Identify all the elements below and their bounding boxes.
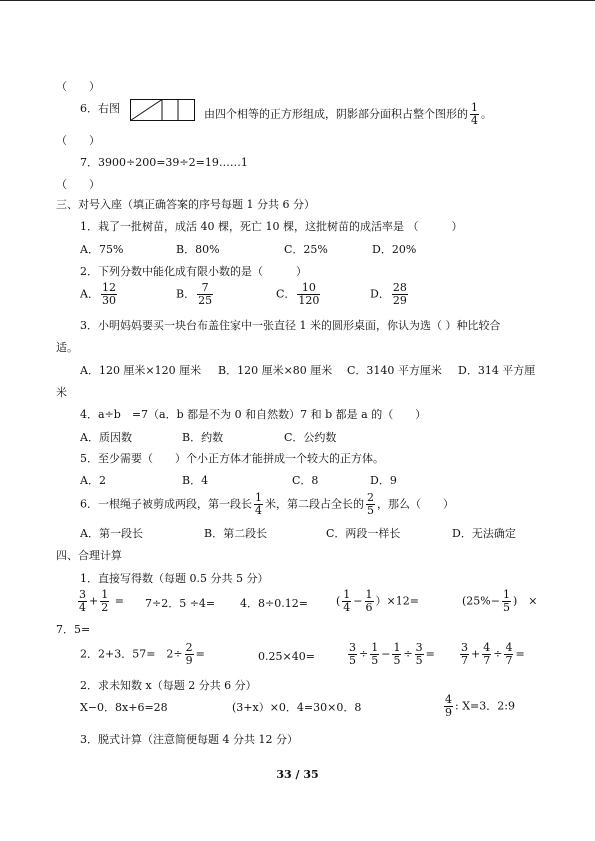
calc-3: 4．8÷0.12= xyxy=(240,597,308,610)
denominator: 5 xyxy=(367,504,374,517)
s3-q4-option-c: C．公约数 xyxy=(284,431,337,444)
q6-text xyxy=(204,102,492,127)
fraction xyxy=(78,589,87,614)
s3-q6-option-c: C．两段一样长 xyxy=(326,527,401,540)
option-label: A． xyxy=(80,287,99,301)
numerator: 3 xyxy=(349,641,356,654)
q6-end: 。 xyxy=(481,107,492,121)
answer-paren: （ ） xyxy=(56,178,100,191)
s3-q6-part-b: 米，第二段占全长的 xyxy=(265,497,364,511)
calc-1: $\frac{3}{4}$ + $\frac{1}{2}$ = xyxy=(79,588,124,614)
fraction xyxy=(185,642,194,667)
calc-8: $\frac{3}{5}$ ÷ $\frac{1}{5}$ − $\frac{1}{5}$ ÷ $\frac{3}{5}$ = xyxy=(349,641,435,667)
s3-q5-option-d: D．9 xyxy=(370,474,397,487)
denominator: 4 xyxy=(79,601,86,614)
section-3-title: 三、对号入座（填正确答案的序号每题 1 分共 6 分） xyxy=(56,198,315,211)
calc-2: 7÷2．5 ÷4= xyxy=(145,597,216,610)
s3-q4: 4．a÷b =7（a．b 都是不为 0 和自然数）7 和 b 都是 a 的（ ） xyxy=(80,408,427,421)
s3-q4-option-a: A．质因数 xyxy=(80,431,132,444)
equals: = xyxy=(114,594,124,608)
numerator: 7 xyxy=(197,282,213,295)
solve-3 xyxy=(442,694,515,719)
fraction xyxy=(392,282,408,307)
calc-5 xyxy=(462,589,537,614)
q6-text-body: 由四个相等的正方形组成，阴影部分面积占整个图形的 xyxy=(204,107,468,121)
page-number: 33 / 35 xyxy=(276,768,319,781)
denominator: 30 xyxy=(101,294,116,307)
numerator: 3 xyxy=(461,641,468,654)
s3-q1-option-a: A．75% xyxy=(80,243,124,256)
calc-9: $\frac{3}{7}$ + $\frac{4}{7}$ ÷ $\frac{4}{7}$ = xyxy=(461,641,525,667)
s4-q3: 3．脱式计算（注意简便每题 4 分共 12 分） xyxy=(80,733,298,746)
calc-4: ( $\frac{1}{4}$ − $\frac{1}{6}$ ）×12= xyxy=(336,588,419,614)
s3-q3-option-c: C．3140 平方厘米 xyxy=(347,364,442,377)
option-label: D． xyxy=(370,287,390,301)
fraction xyxy=(348,642,357,667)
numerator: 3 xyxy=(415,641,423,654)
numerator: 4 xyxy=(445,693,452,706)
calc-5-head: (25%− xyxy=(462,594,500,608)
denominator: 5 xyxy=(415,654,423,667)
s3-q3-option-d: D．314 平方厘 xyxy=(458,364,536,377)
denominator: 4 xyxy=(343,601,351,614)
four-squares-figure xyxy=(130,99,196,122)
denominator: 5 xyxy=(502,601,510,614)
numerator: 3 xyxy=(79,588,86,601)
s3-q5-option-a: A．2 xyxy=(80,474,106,487)
s3-q3-option-b: B．120 厘米×80 厘米 xyxy=(218,364,333,377)
section-4-title: 四、合理计算 xyxy=(56,549,122,562)
numerator: 1 xyxy=(255,491,262,504)
fraction xyxy=(342,589,351,614)
q6-label: 6．右图 xyxy=(80,102,120,115)
numerator: 12 xyxy=(101,281,116,294)
q7-text: 7．3900÷200=39÷2=19……1 xyxy=(80,156,248,169)
fraction xyxy=(460,642,469,667)
fraction xyxy=(197,282,213,307)
solve-2: (3+x）×0．4=30×0．8 xyxy=(232,701,362,714)
calc-6: 2．2+3．57= 2÷ xyxy=(80,647,183,661)
s3-q2-option-c xyxy=(276,282,322,307)
numerator: 1 xyxy=(393,641,401,654)
s3-q1-option-b: B．80% xyxy=(176,243,220,256)
denominator: 25 xyxy=(198,294,213,307)
calc-5-tail: ) × xyxy=(512,594,538,608)
fraction xyxy=(297,282,320,307)
fraction xyxy=(365,589,374,614)
s4-q1: 1．直接写得数（每题 0.5 分共 5 分） xyxy=(80,572,269,585)
s3-q2-option-d xyxy=(370,282,410,307)
denominator: 4 xyxy=(471,114,478,127)
fraction xyxy=(504,642,513,667)
fraction xyxy=(415,642,424,667)
s3-q2-option-a xyxy=(80,282,119,307)
fraction xyxy=(392,642,401,667)
option-label: B． xyxy=(176,287,196,301)
numerator: 10 xyxy=(297,282,320,295)
denominator: 2 xyxy=(101,601,109,614)
fraction xyxy=(502,589,511,614)
s3-q2-option-b xyxy=(176,282,215,307)
numerator: 1 xyxy=(101,588,109,601)
fraction xyxy=(101,282,117,307)
denominator: 7 xyxy=(505,654,513,667)
s3-q3-cont: 适。 xyxy=(56,341,78,354)
answer-paren: （ ） xyxy=(56,80,100,93)
s3-q1: 1．栽了一批树苗，成活 40 棵，死亡 10 棵，这批树苗的成活率是 （ ） xyxy=(80,220,463,233)
denominator: 5 xyxy=(371,654,379,667)
s3-q3-option-a: A．120 厘米×120 厘米 xyxy=(80,364,202,377)
denominator: 7 xyxy=(461,654,468,667)
option-label: C． xyxy=(276,287,296,301)
numerator: 1 xyxy=(365,588,373,601)
s3-q1-option-d: D．20% xyxy=(372,243,417,256)
s3-q3-option-d-cont: 米 xyxy=(56,386,67,399)
s3-q6-part-a: 6．一根绳子被剪成两段，第一段长 xyxy=(80,497,252,511)
s3-q1-option-c: C．25% xyxy=(284,243,328,256)
denominator: 6 xyxy=(365,601,373,614)
s3-q6 xyxy=(80,492,454,517)
s3-q5: 5．至少需要（ ）个小正方体才能拼成一个较大的正方体。 xyxy=(80,452,384,465)
calc-7: 0.25×40= xyxy=(258,650,315,663)
denominator: 9 xyxy=(185,654,193,667)
solve-3-body: : X=3．2:9 xyxy=(455,699,515,713)
s3-q3: 3．小明妈妈要买一块台布盖住家中一张直径 1 米的圆形桌面，你认为选（ ）种比较合 xyxy=(80,319,501,332)
s3-q6-option-d: D．无法确定 xyxy=(452,527,516,540)
s3-q6-option-a: A．第一段长 xyxy=(80,527,143,540)
denominator: 29 xyxy=(392,294,407,307)
calc-5-cont: 7．5= xyxy=(56,623,91,636)
numerator: 2 xyxy=(367,491,374,504)
s3-q6-part-c: ，那么（ ） xyxy=(377,497,454,511)
numerator: 4 xyxy=(505,641,513,654)
numerator: 1 xyxy=(343,588,351,601)
s4-q2: 2．求未知数 x（每题 2 分共 6 分） xyxy=(80,679,257,692)
solve-1: X−0．8x+6=28 xyxy=(80,701,168,714)
calc-row-2 xyxy=(80,642,205,667)
equals: = xyxy=(515,647,525,661)
fraction xyxy=(370,642,379,667)
denominator: 4 xyxy=(255,504,262,517)
top-rule xyxy=(0,0,595,1)
fraction xyxy=(482,642,491,667)
s3-q6-option-b: B．第二段长 xyxy=(204,527,268,540)
equals: = xyxy=(425,647,435,661)
numerator: 1 xyxy=(502,588,510,601)
fraction xyxy=(100,589,109,614)
denominator: 5 xyxy=(349,654,356,667)
equals: = xyxy=(195,647,205,661)
numerator: 2 xyxy=(185,641,193,654)
s3-q4-option-b: B．约数 xyxy=(182,431,224,444)
denominator: 5 xyxy=(393,654,401,667)
fraction xyxy=(444,694,453,719)
fraction xyxy=(470,102,479,127)
calc-4-tail: ）×12= xyxy=(375,594,419,608)
fraction xyxy=(254,492,263,517)
denominator: 7 xyxy=(483,654,491,667)
numerator: 1 xyxy=(471,101,478,114)
denominator: 120 xyxy=(298,294,320,307)
numerator: 4 xyxy=(483,641,491,654)
s3-q2: 2．下列分数中能化成有限小数的是（ ） xyxy=(80,265,307,278)
fraction xyxy=(366,492,375,517)
numerator: 1 xyxy=(371,641,379,654)
s3-q5-option-c: C．8 xyxy=(292,474,319,487)
denominator: 9 xyxy=(445,706,452,719)
answer-paren: （ ） xyxy=(56,134,100,147)
numerator: 28 xyxy=(392,281,407,294)
s3-q5-option-b: B．4 xyxy=(182,474,209,487)
